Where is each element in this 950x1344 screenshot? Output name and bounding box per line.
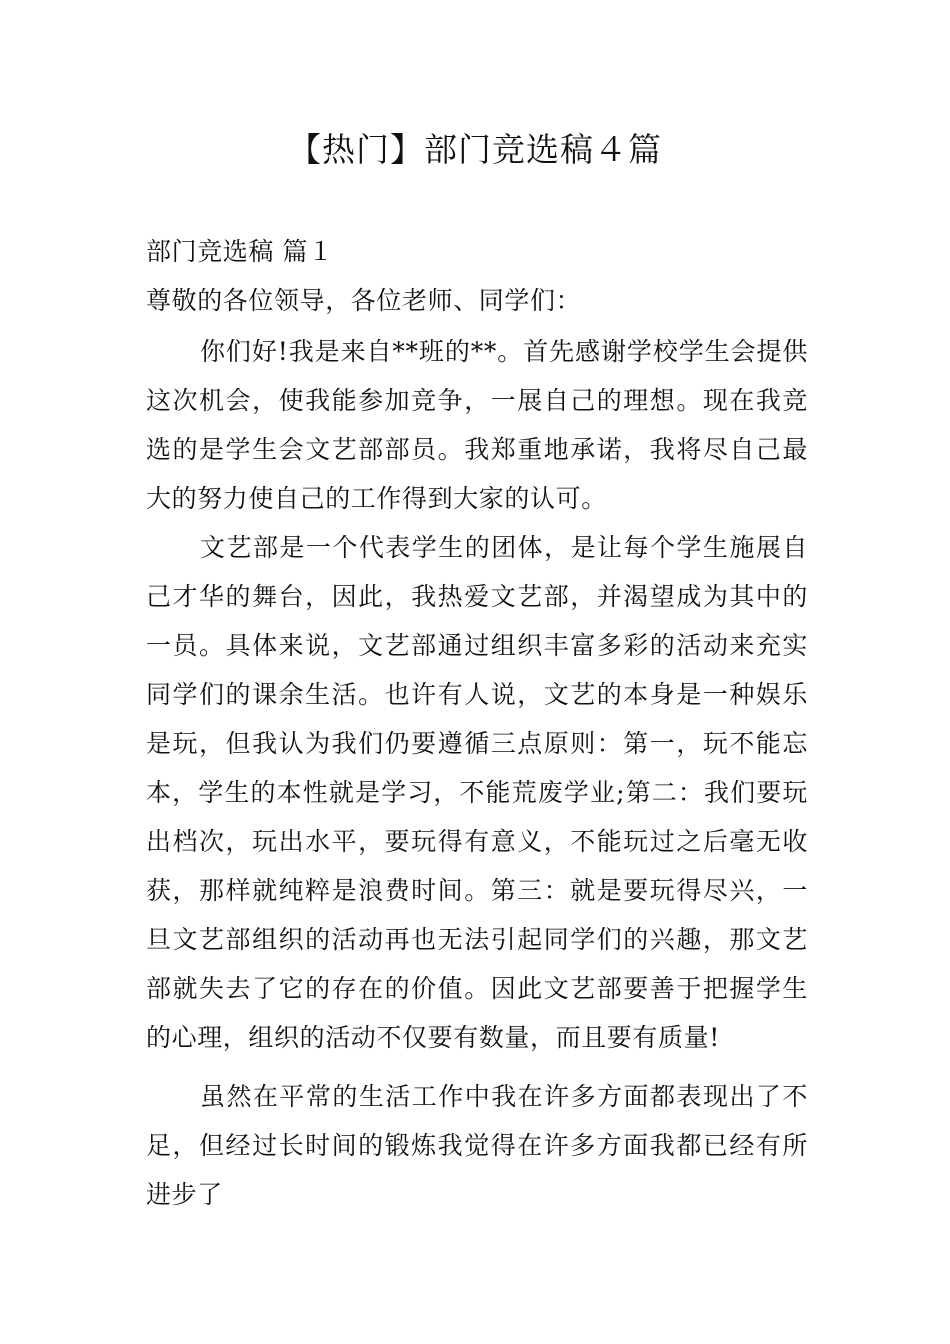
paragraph-3: 虽然在平常的生活工作中我在许多方面都表现出了不足，但经过长时间的锻炼我觉得在许多方面我都已经有所进步了 (146, 1082, 808, 1209)
paragraph-1: 你们好!我是来自**班的**。首先感谢学校学生会提供这次机会，使我能参加竞争，一展自己的理想。现在我竞选的是学生会文艺部部员。我郑重地承诺，我将尽自己最大的努力使自己的工作得到大家的认可。 (146, 337, 808, 513)
section-heading: 部门竞选稿 篇１ (146, 237, 334, 266)
salutation: 尊敬的各位领导，各位老师、同学们： (146, 286, 582, 315)
paragraph-2: 文艺部是一个代表学生的团体，是让每个学生施展自己才华的舞台，因此，我热爱文艺部，并渴望成为其中的一员。具体来说，文艺部通过组织丰富多彩的活动来充实同学们的课余生活。也许有人说，文艺的本身是一种娱乐是玩，但我认为我们仍要遵循三点原则：第一，玩不能忘本，学生的本性就是学习，不能荒废学业;第二：我们要玩出档次，玩出水平，要玩得有意义，不能玩过之后毫无收获，那样就纯粹是浪费时间。第三：就是要玩得尽兴，一旦文艺部组织的活动再也无法引起同学们的兴趣，那文艺部就失去了它的存在的价值。因此文艺部要善于把握学生的心理，组织的活动不仅要有数量，而且要有质量! (146, 533, 808, 1052)
document-title: 【热门】部门竞选稿４篇 (288, 130, 662, 169)
